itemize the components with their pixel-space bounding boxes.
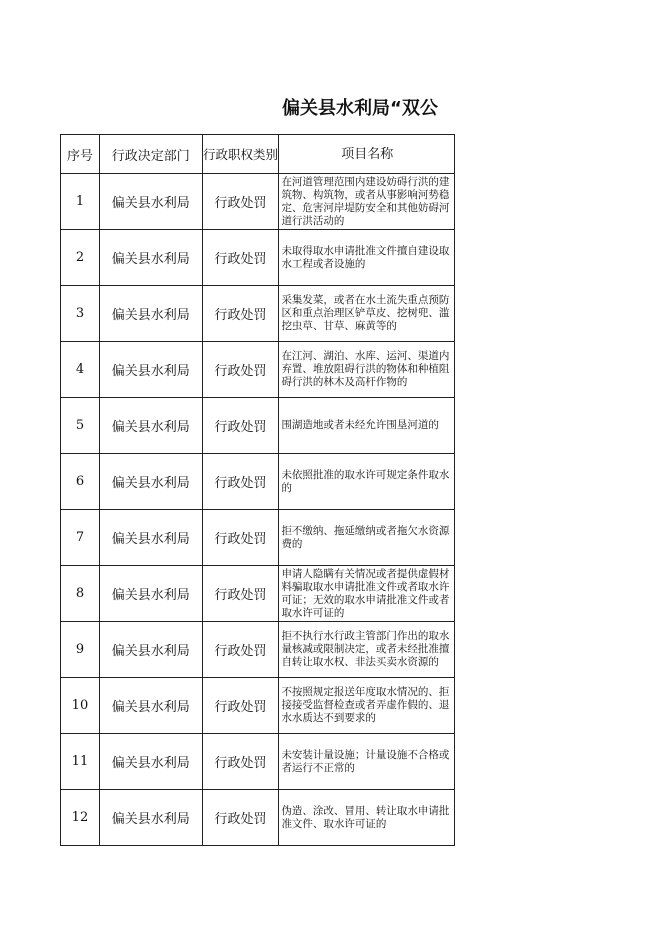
row-power-category: 行政处罚 [203,174,280,230]
row-item-name: 在河道管理范围内建设妨碍行洪的建筑物、构筑物，或者从事影响河势稳定、危害河岸堤防安全和其他妨碍河道行洪活动的 [279,174,455,230]
row-serial-number: 3 [61,286,100,342]
row-power-category: 行政处罚 [203,678,280,734]
row-item-name: 拒不执行水行政主管部门作出的取水量核减或限制决定，或者未经批准擅自转让取水权、非法买卖水资源的 [279,622,455,678]
table-row [61,174,455,230]
row-power-category: 行政处罚 [203,230,280,286]
row-item-name: 围湖造地或者未经允许围垦河道的 [279,398,455,454]
row-power-category: 行政处罚 [203,398,280,454]
row-department: 偏关县水利局 [100,566,203,622]
table-body [61,174,455,846]
row-serial-number: 10 [61,678,100,734]
row-item-name: 未安装计量设施；计量设施不合格或者运行不正常的 [279,734,455,790]
table-row [61,734,455,790]
table-row [61,398,455,454]
row-serial-number: 5 [61,398,100,454]
row-department: 偏关县水利局 [100,510,203,566]
table-row [61,678,455,734]
table-row [61,454,455,510]
row-department: 偏关县水利局 [100,174,203,230]
row-power-category: 行政处罚 [203,734,280,790]
row-item-name: 未依照批准的取水许可规定条件取水的 [279,454,455,510]
row-item-name: 拒不缴纳、拖延缴纳或者拖欠水资源费的 [279,510,455,566]
row-serial-number: 11 [61,734,100,790]
table-row [61,790,455,846]
row-power-category: 行政处罚 [203,342,280,398]
row-power-category: 行政处罚 [203,622,280,678]
row-department: 偏关县水利局 [100,342,203,398]
row-serial-number: 2 [61,230,100,286]
row-serial-number: 4 [61,342,100,398]
table-row [61,230,455,286]
row-power-category: 行政处罚 [203,566,280,622]
row-power-category: 行政处罚 [203,510,280,566]
row-department: 偏关县水利局 [100,790,203,846]
row-serial-number: 7 [61,510,100,566]
header-power-category: 行政职权类别 [203,135,280,174]
row-serial-number: 6 [61,454,100,510]
row-item-name: 采集发菜，或者在水土流失重点预防区和重点治理区铲草皮、挖树兜、滥挖虫草、甘草、麻黄等的 [279,286,455,342]
row-serial-number: 9 [61,622,100,678]
row-item-name: 在江河、湖泊、水库、运河、渠道内弃置、堆放阻碍行洪的物体和种植阻碍行洪的林木及高杆作物的 [279,342,455,398]
row-item-name: 未取得取水申请批准文件擅自建设取水工程或者设施的 [279,230,455,286]
row-department: 偏关县水利局 [100,454,203,510]
row-serial-number: 12 [61,790,100,846]
table-row [61,286,455,342]
row-item-name: 不按照规定报送年度取水情况的、拒接接受监督检查或者弄虚作假的、退水水质达不到要求的 [279,678,455,734]
table-row [61,510,455,566]
table-row [61,342,455,398]
header-item-name: 项目名称 [279,135,455,174]
row-serial-number: 1 [61,174,100,230]
page-title: 偏关县水利局“双公 [282,98,438,119]
table-header-row [61,135,455,174]
row-power-category: 行政处罚 [203,790,280,846]
row-serial-number: 8 [61,566,100,622]
row-department: 偏关县水利局 [100,230,203,286]
row-department: 偏关县水利局 [100,286,203,342]
row-department: 偏关县水利局 [100,398,203,454]
row-power-category: 行政处罚 [203,286,280,342]
row-item-name: 伪造、涂改、冒用、转让取水申请批准文件、取水许可证的 [279,790,455,846]
header-decision-department: 行政决定部门 [100,135,203,174]
row-department: 偏关县水利局 [100,678,203,734]
data-table [60,134,455,846]
row-item-name: 申请人隐瞒有关情况或者提供虚假材料骗取取水申请批准文件或者取水许可证；无效的取水申请批准文件或者取水许可证的 [279,566,455,622]
table-row [61,566,455,622]
header-serial-number: 序号 [61,135,100,174]
row-department: 偏关县水利局 [100,622,203,678]
row-department: 偏关县水利局 [100,734,203,790]
table-row [61,622,455,678]
row-power-category: 行政处罚 [203,454,280,510]
